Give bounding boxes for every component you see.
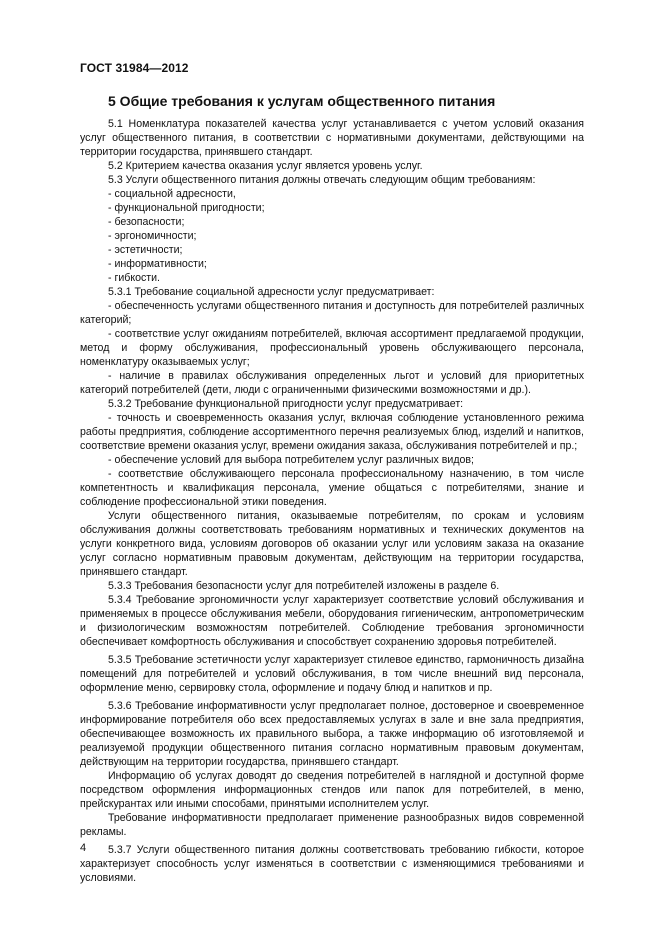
list-item: - эстетичности; [108, 244, 183, 256]
paragraph-info-delivery: Информацию об услугах доводят до сведения потребителей в наглядной и доступной форме посредством оформления информационных стендов или папок для потребителей, в меню, прейскурантах или иными способами, принятыми исполнителем услуг. [80, 770, 584, 810]
paragraph-5-3-5: 5.3.5 Требование эстетичности услуг характеризует стилевое единство, гармоничность дизайна помещений для потребителей и условий обслуживания, в том числе внешний вид персонала, оформление меню, сервировку стола, оформление и подачу блюд и напитков и пр. [80, 654, 584, 694]
paragraph-5-3-6: 5.3.6 Требование информативности услуг предполагает полное, достоверное и своевременное информирование потребителя обо всех предоставляемых услугах в зале и вне зала предприятия, обеспечивающее возможность их правильного выбора, а также информацию об изготовляемой и реализуемой продукции общественного питания согласно нормативным правовым документам, действующим на территории государства, принявшего стандарт. [80, 700, 584, 768]
paragraph-advertising: Требование информативности предполагает применение разнообразных видов современной рекламы. [80, 812, 584, 838]
page-number: 4 [80, 842, 87, 854]
standard-header: ГОСТ 31984—2012 [80, 61, 189, 75]
paragraph-5-3-3: 5.3.3 Требования безопасности услуг для потребителей изложены в разделе 6. [108, 580, 500, 592]
list-item: - наличие в правилах обслуживания определенных льгот и условий для приоритетных категорий потребителей (дети, люди с ограниченными физическими возможностями и др.). [80, 370, 584, 396]
list-item: - эргономичности; [108, 230, 197, 242]
document-body [80, 117, 584, 885]
list-item: - функциональной пригодности; [108, 202, 265, 214]
section-title: 5 Общие требования к услугам общественного питания [108, 93, 496, 109]
list-item: - обеспечение условий для выбора потребителем услуг различных видов; [108, 454, 474, 466]
list-item: - социальной адресности, [108, 188, 236, 200]
list-item: - соответствие услуг ожиданиям потребителей, включая ассортимент предлагаемой продукции, метод и форму обслуживания, профессиональный уровень обслуживающего персонала, номенклатуру оказываемых услуг; [80, 328, 584, 368]
list-item: - обеспеченность услугами общественного питания и доступность для потребителей различных категорий; [80, 300, 584, 326]
paragraph-5-3-1: 5.3.1 Требование социальной адресности услуг предусматривает: [108, 286, 435, 298]
paragraph-5-3: 5.3 Услуги общественного питания должны отвечать следующим общим требованиям: [108, 174, 536, 186]
list-item: - соответствие обслуживающего персонала профессиональному назначению, в том числе компетентность и квалификация персонала, умение общаться с потребителями, знание и соблюдение профессиональной этики поведения. [80, 468, 584, 508]
list-item: - гибкости. [108, 272, 160, 284]
paragraph-5-3-7: 5.3.7 Услуги общественного питания должны соответствовать требованию гибкости, которое характеризует способность услуг изменяться в соответствии с изменяющимися требованиями и условиями. [80, 844, 584, 884]
list-item: - информативности; [108, 258, 207, 270]
paragraph-5-1: 5.1 Номенклатура показателей качества услуг устанавливается с учетом условий оказания услуг общественного питания, в соответствии с нормативными документами, действующими на территории государства, принявшего стандарт. [80, 118, 584, 158]
paragraph-5-3-4: 5.3.4 Требование эргономичности услуг характеризует соответствие условий обслуживания и применяемых в процессе обслуживания мебели, оборудования гигиеническим, антропометрическим и физиологическим возможностям потребителей. Соблюдение требования эргономичности обеспечивает комфортность обслуживания и способствует сохранению здоровья потребителей. [80, 594, 584, 648]
paragraph-services-terms: Услуги общественного питания, оказываемые потребителям, по срокам и условиям обслуживания должны соответствовать требованиям нормативных и технических документов на услуги конкретного вида, условиям договоров об оказании услуг или условиям заказа на оказание услуг согласно нормативным правовым документам, действующим на территории государства, принявшего стандарт. [80, 510, 584, 578]
list-item: - точность и своевременность оказания услуг, включая соблюдение установленного режима работы предприятия, соблюдение ассортиментного перечня реализуемых блюд, изделий и напитков, соответствие времени оказания услуг, времени ожидания заказа, обслуживания потребителей и пр.; [80, 412, 584, 452]
paragraph-5-3-2: 5.3.2 Требование функциональной пригодности услуг предусматривает: [108, 398, 464, 410]
list-item: - безопасности; [108, 216, 185, 228]
paragraph-5-2: 5.2 Критерием качества оказания услуг является уровень услуг. [108, 160, 423, 172]
